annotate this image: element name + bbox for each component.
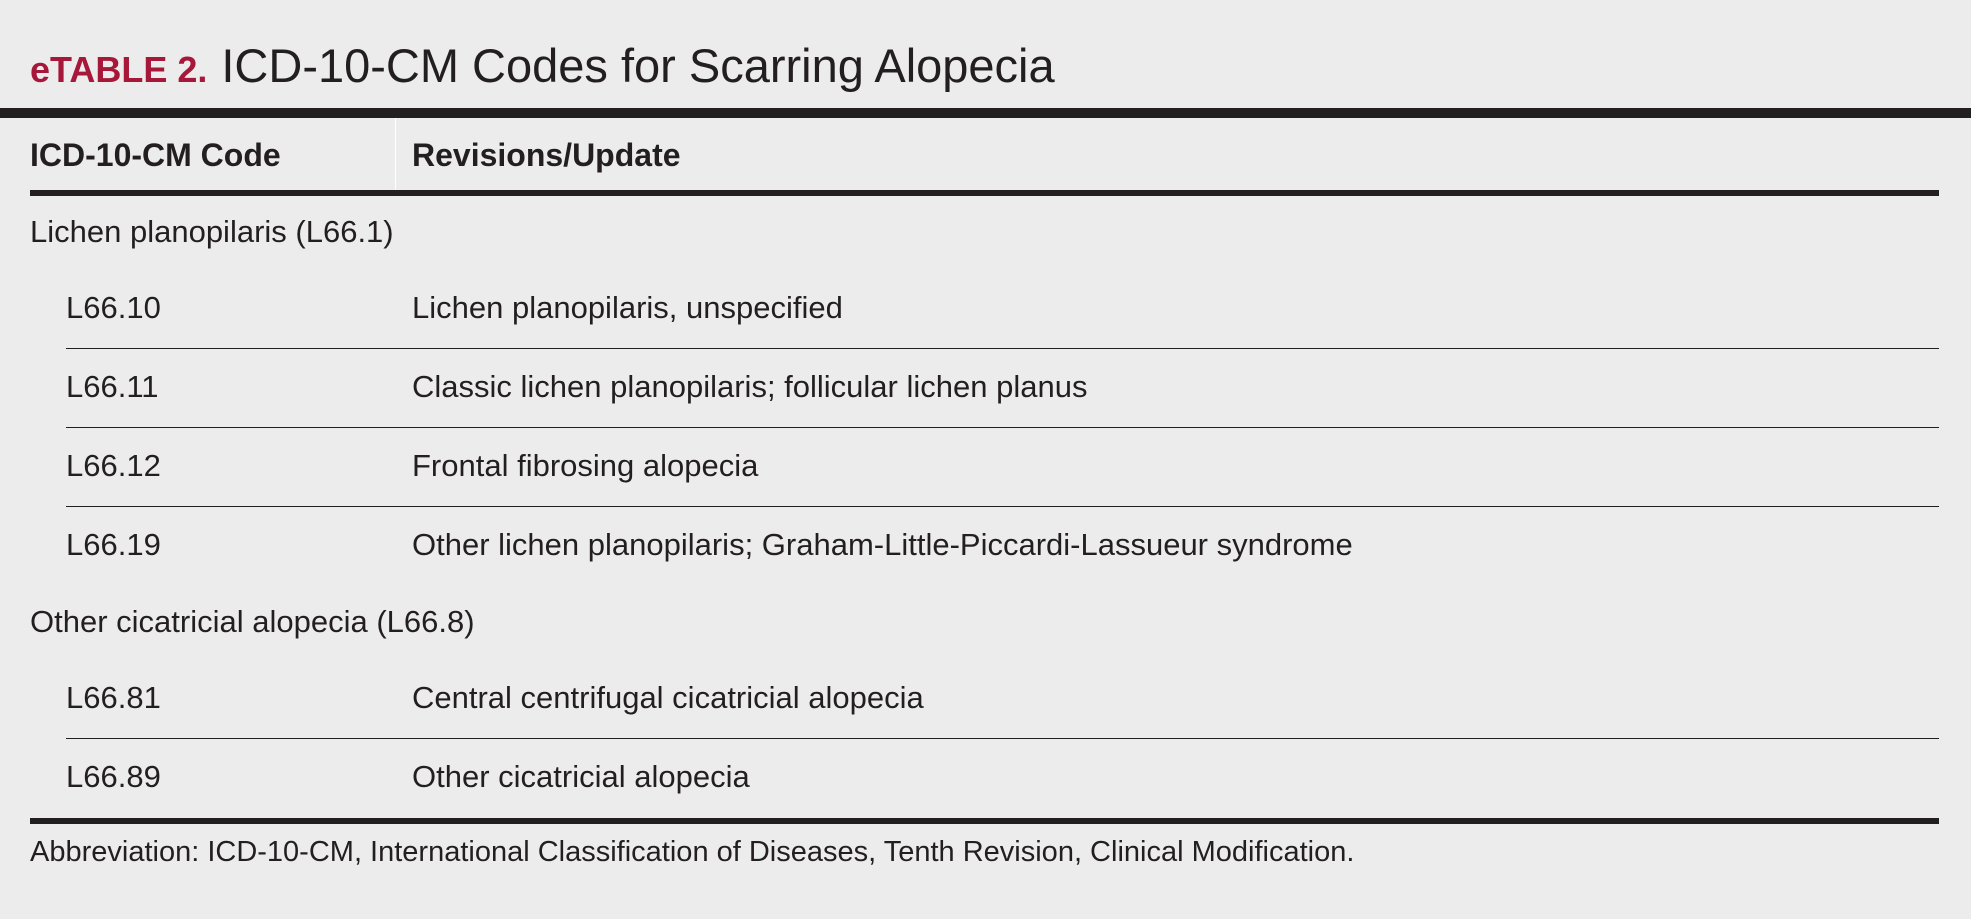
row-description: Other lichen planopilaris; Graham-Little-Piccardi-Lassueur syndrome <box>412 527 1353 562</box>
table-title <box>30 38 1055 98</box>
codes-table <box>30 118 1939 824</box>
table-title-text: ICD-10-CM Codes for Scarring Alopecia <box>221 39 1055 92</box>
row-description: Central centrifugal cicatricial alopecia <box>412 680 924 715</box>
row-description: Other cicatricial alopecia <box>412 759 750 794</box>
table-row <box>30 428 1939 507</box>
row-code: L66.19 <box>66 527 161 562</box>
table-row <box>30 270 1939 349</box>
table-header-row <box>30 118 1939 190</box>
row-code: L66.81 <box>66 680 161 715</box>
column-divider <box>395 118 396 190</box>
header-code: ICD-10-CM Code <box>30 137 281 173</box>
group-label: Lichen planopilaris (L66.1) <box>30 214 394 249</box>
group-row <box>30 196 1939 270</box>
row-description: Classic lichen planopilaris; follicular lichen planus <box>412 369 1088 404</box>
footnote: Abbreviation: ICD-10-CM, International Classification of Diseases, Tenth Revision, Clinical Modification. <box>30 836 1355 868</box>
bottom-rule <box>30 818 1939 824</box>
table-label: eTABLE 2. <box>30 49 208 90</box>
header-revisions: Revisions/Update <box>412 137 681 173</box>
row-code: L66.12 <box>66 448 161 483</box>
table-row <box>30 507 1939 586</box>
row-code: L66.10 <box>66 290 161 325</box>
row-description: Frontal fibrosing alopecia <box>412 448 759 483</box>
row-code: L66.11 <box>66 369 159 404</box>
table-row <box>30 660 1939 739</box>
row-description: Lichen planopilaris, unspecified <box>412 290 843 325</box>
row-code: L66.89 <box>66 759 161 794</box>
table-row <box>30 349 1939 428</box>
group-row <box>30 586 1939 660</box>
table-row <box>30 739 1939 818</box>
group-label: Other cicatricial alopecia (L66.8) <box>30 604 475 639</box>
top-rule <box>0 108 1971 118</box>
